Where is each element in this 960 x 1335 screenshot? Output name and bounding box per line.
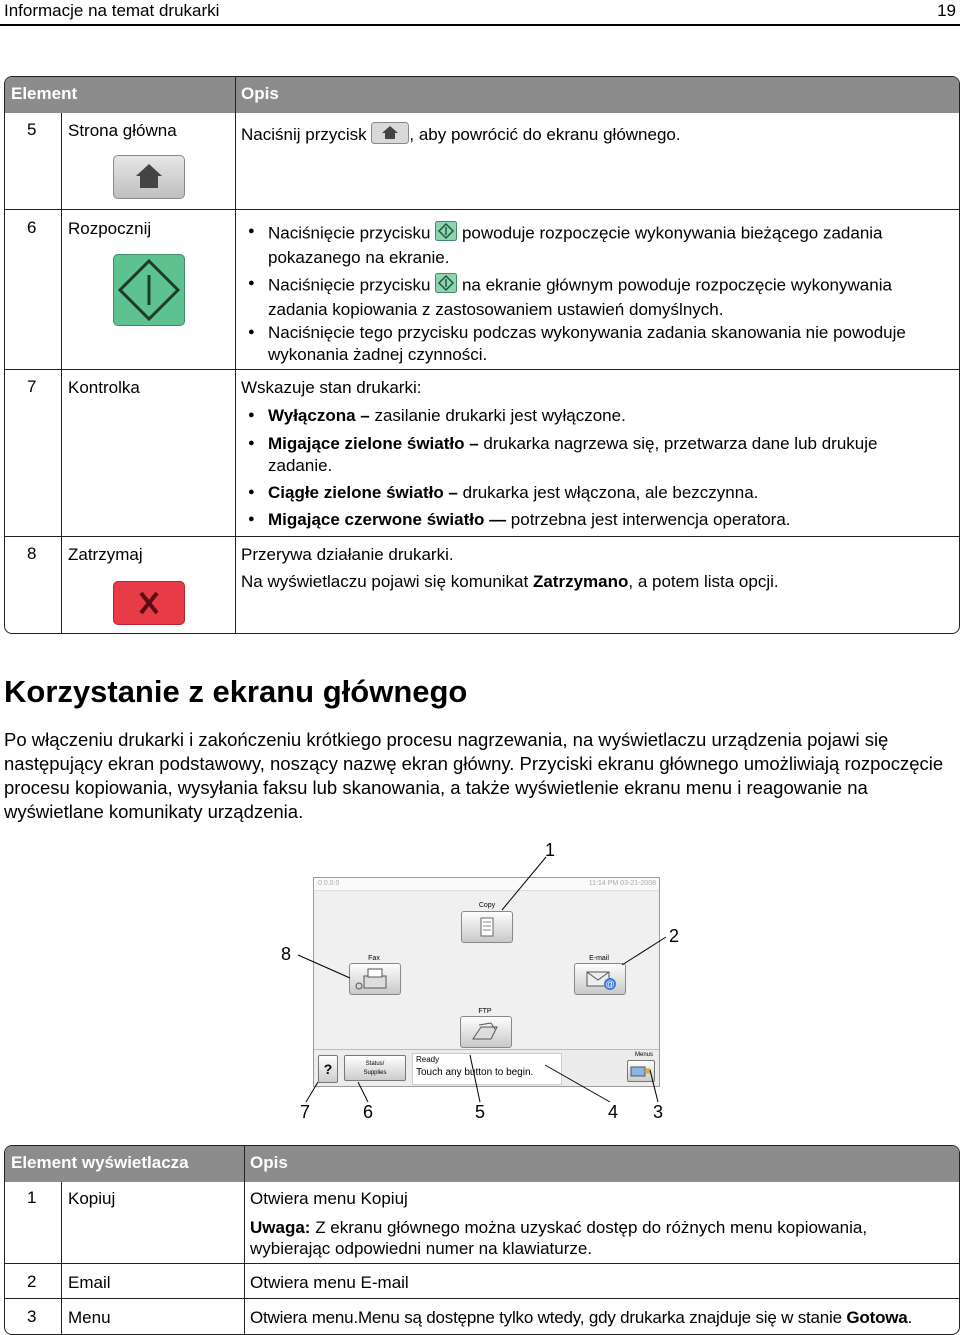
callout-2: 2: [669, 926, 680, 946]
note-text: Z ekranu głównego można uzyskać dostęp do różnych menu kopiowania,: [310, 1218, 868, 1237]
list-text: drukarka nagrzewa się, przetwarza dane lub drukuje: [478, 434, 878, 453]
element-name: Rozpocznij: [68, 219, 152, 238]
callout-1: 1: [545, 840, 556, 860]
desc-text: .: [907, 1308, 913, 1327]
desc-text: Naciśnij przycisk: [241, 124, 367, 144]
desc-text: , a potem lista opcji.: [628, 572, 779, 591]
help-label: ?: [323, 1061, 333, 1077]
element-description: [241, 122, 681, 149]
list-term: Ciągłe zielone światło –: [268, 483, 458, 502]
note-label: Uwaga:: [250, 1218, 311, 1237]
list-text: Naciśnięcie przycisku: [268, 275, 431, 295]
list-text: wykonania żadnej czynności.: [268, 345, 488, 364]
home-button-icon: [113, 155, 185, 199]
status-ready: Ready: [416, 1055, 440, 1064]
table-header: [5, 77, 959, 113]
element-description: Otwiera menu E-mail: [250, 1273, 409, 1292]
desc-text: , aby powrócić do ekranu głównego.: [409, 124, 681, 144]
list-term: Migające zielone światło –: [268, 434, 479, 453]
list-item: [268, 509, 791, 531]
table-header: [5, 1146, 959, 1182]
divider: [5, 209, 959, 210]
callout-lines: [270, 840, 690, 1120]
divider: [5, 1298, 959, 1299]
note: [250, 1217, 867, 1259]
element-name: Kontrolka: [68, 378, 140, 397]
element-name: Email: [68, 1273, 111, 1292]
list-text: Naciśnięcie tego przycisku podczas wykonywania zadania skanowania nie powoduje: [268, 323, 906, 342]
row-number: 5: [27, 120, 37, 139]
row-number: 6: [27, 218, 37, 237]
list-text: zasilanie drukarki jest wyłączone.: [369, 406, 626, 425]
divider: [5, 369, 959, 370]
display-elements-table: [4, 1145, 960, 1335]
element-name: Strona główna: [68, 121, 177, 140]
element-description: Otwiera menu Kopiuj: [250, 1189, 408, 1208]
column-header-element: Element: [11, 84, 78, 103]
list-text: pokazanego na ekranie.: [268, 248, 450, 267]
divider: [5, 1263, 959, 1264]
desc-term: Gotowa: [846, 1308, 908, 1327]
menus-label: Menus: [634, 1052, 653, 1058]
header-title: Informacje na temat drukarki: [4, 1, 220, 20]
list-item: [268, 322, 906, 366]
callout-5: 5: [475, 1102, 486, 1122]
element-description: Przerywa działanie drukarki.: [241, 545, 454, 564]
callout-6: 6: [363, 1102, 374, 1122]
date-time: 11:14 PM 03-21-2008: [588, 880, 656, 887]
callout-7: 7: [300, 1102, 311, 1122]
start-icon: [435, 273, 457, 299]
copy-label: Copy: [478, 902, 496, 909]
desc-text: Otwiera menu.Menu są dostępne tylko wtedy, gdy drukarka znajduje się w stanie: [250, 1308, 847, 1327]
list-text: powoduje rozpoczęcie wykonywania bieżącego zadania: [461, 223, 883, 243]
list-term: Migające czerwone światło —: [268, 510, 507, 529]
email-label: E-mail: [589, 955, 609, 962]
desc-text: Na wyświetlaczu pojawi się komunikat: [241, 572, 533, 591]
list-item: [268, 273, 892, 321]
divider: [235, 77, 236, 633]
row-number: 1: [27, 1188, 37, 1207]
stop-button-icon: [113, 581, 185, 625]
divider: [61, 113, 62, 633]
start-icon: [435, 221, 457, 247]
section-heading: Korzystanie z ekranu głównego: [4, 674, 468, 709]
desc-term: Zatrzymano: [532, 572, 629, 591]
list-text: Naciśnięcie przycisku: [268, 223, 431, 243]
list-item: [268, 221, 883, 269]
element-description: Wskazuje stan drukarki:: [241, 378, 422, 397]
page-header: [0, 0, 960, 26]
element-description: [250, 1307, 912, 1328]
callout-3: 3: [653, 1102, 664, 1122]
list-item: [268, 433, 877, 477]
svg-text:@: @: [605, 979, 615, 989]
callout-8: 8: [281, 944, 292, 964]
list-item: [268, 482, 758, 504]
row-number: 7: [27, 377, 37, 396]
note-text: wybierając odpowiedni numer na klawiaturze.: [250, 1239, 593, 1258]
element-name: Zatrzymaj: [68, 545, 143, 564]
list-text: potrzebna jest interwencja operatora.: [506, 510, 791, 529]
section-paragraph: Po włączeniu drukarki i zakończeniu krótkiego procesu nagrzewania, na wyświetlaczu urządzenia pojawi się następujący ekran podstawowy, noszący nazwę ekran główny. Przyciski ekranu głównego umożliwiają rozpoczęcie procesu kopiowania, wysyłania faksu lub skanowania, a także wyświetlenie ekranu menu i reagowanie na wyświetlane komunikaty urządzenia.: [4, 729, 944, 822]
row-number: 8: [27, 544, 37, 563]
start-button-icon: [113, 254, 185, 326]
column-header-description: Opis: [241, 84, 279, 103]
element-name: Menu: [68, 1308, 111, 1327]
element-name: Kopiuj: [68, 1189, 116, 1208]
column-header-description: Opis: [250, 1153, 288, 1172]
status-supplies-label: Status/ Supplies: [363, 1061, 387, 1076]
element-description: [241, 571, 779, 592]
divider: [5, 536, 959, 537]
list-text: zadania kopiowania z zastosowaniem ustawień domyślnych.: [268, 300, 724, 319]
row-number: 2: [27, 1272, 37, 1291]
column-header-element: Element wyświetlacza: [11, 1153, 189, 1172]
list-text: drukarka jest włączona, ale bezczynna.: [457, 483, 759, 502]
list-term: Wyłączona –: [268, 406, 370, 425]
row-number: 3: [27, 1307, 37, 1326]
ftp-label: FTP: [478, 1008, 492, 1015]
list-item: [268, 405, 626, 427]
page-number: 19: [937, 1, 956, 20]
list-text: na ekranie głównym powoduje rozpoczęcie wykonywania: [461, 275, 892, 295]
status-message: Touch any button to begin.: [416, 1067, 534, 1078]
callout-4: 4: [608, 1102, 619, 1122]
home-icon: [371, 122, 409, 149]
divider: [61, 1182, 62, 1334]
fax-label: Fax: [368, 955, 380, 962]
divider: [244, 1146, 245, 1334]
list-text: zadanie.: [268, 456, 333, 475]
ip-address: 0.0.0.0: [318, 880, 340, 887]
